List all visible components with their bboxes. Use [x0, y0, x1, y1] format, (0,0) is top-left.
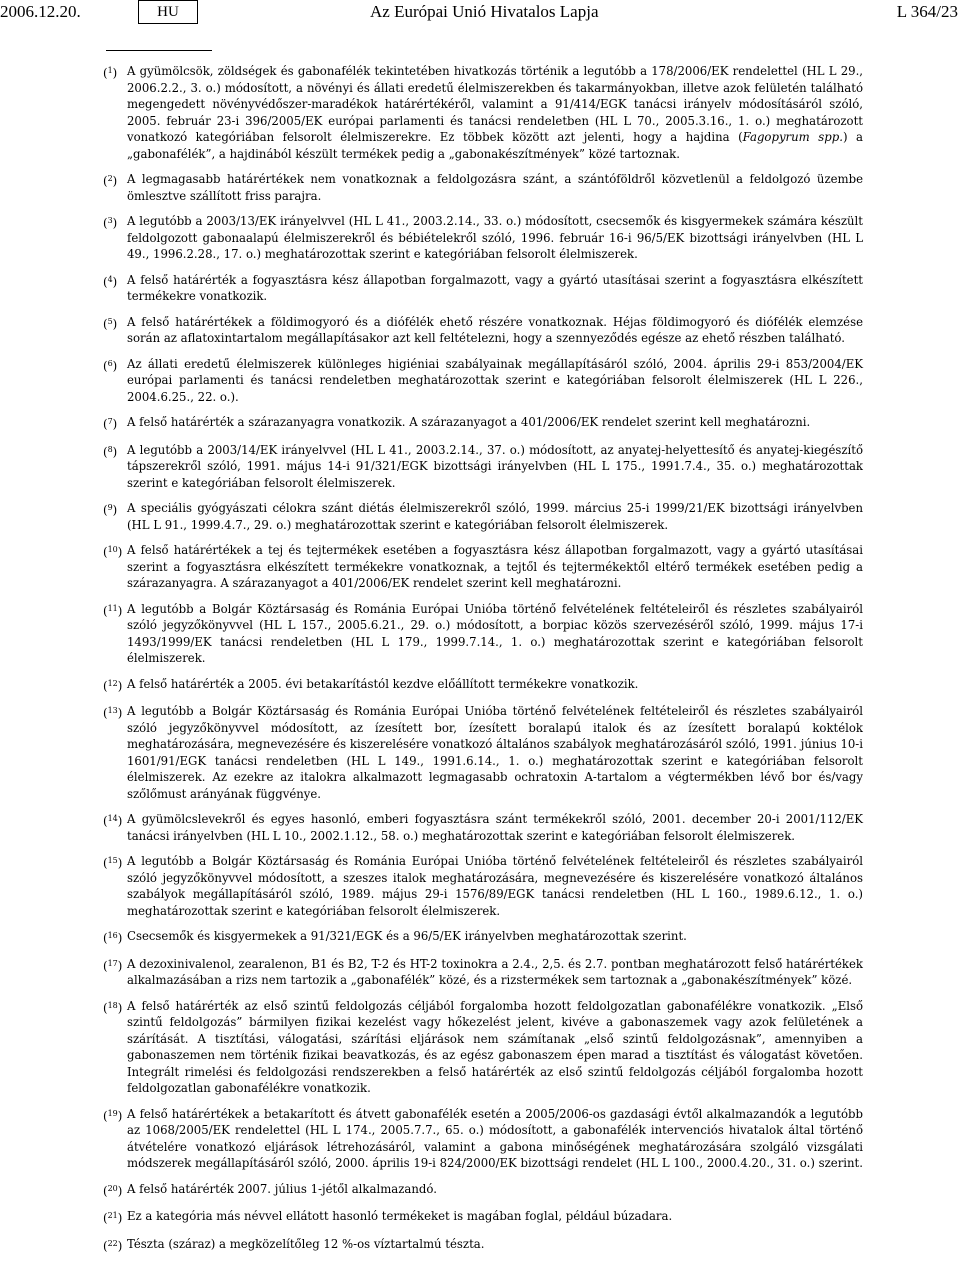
footnote-text [127, 811, 863, 844]
footnote-number-value: 16 [107, 931, 118, 940]
footnote-number: ($^8$) [103, 444, 118, 459]
footnote-number: ($^{16}$) [103, 931, 123, 945]
footnote [103, 356, 863, 406]
footnote-number-value: 2 [107, 174, 113, 183]
footnote-number: ($^9$) [103, 503, 118, 517]
footnote-number: ($^{13}$) [103, 706, 123, 720]
footnote [103, 1106, 863, 1172]
footnote-text [127, 928, 863, 947]
footnote-number: ($^{17}$) [103, 958, 123, 973]
footnote-text [127, 956, 863, 989]
footnote-number: ($^{11}$) [103, 603, 123, 618]
footnote-text [127, 601, 863, 667]
footnote-text [127, 314, 863, 347]
footnote [103, 1236, 863, 1255]
footnote-text [127, 1208, 863, 1227]
publication-date: 2006.12.20. [0, 2, 81, 21]
footnote-number: ($^2$) [103, 174, 118, 188]
footnote-text-part: A speciális gyógyászati célokra szánt diétás élelmiszerekről szóló, 1999. március 25-i 1999/21/EK bizottsági irányelvben (HL L 91., 1999.4.7., 29. o.) meghatározottak szerint e kategóriában felsorolt élelmiszerek. [127, 501, 863, 532]
footnote-text [127, 703, 863, 802]
footnote-text-part: A gyümölcslevekről és egyes hasonló, emberi fogyasztásra szánt termékekről szóló, 2001. december 20-i 2001/112/EK tanácsi irányelvben (HL L 10., 2002.1.12., 58. o.) meghatározottak szerint e kategóriában felsorolt élelmiszerek. [127, 812, 863, 843]
footnote-text [127, 1106, 863, 1172]
page-number: L 364/23 [896, 2, 958, 21]
footnote-number-value: 6 [107, 358, 113, 368]
footnote-number: ($^{14}$) [103, 814, 123, 828]
footnote-number: ($^1$) [103, 66, 118, 80]
footnote [103, 500, 863, 533]
footnote-text-part: A felső határérték a szárazanyagra vonatkozik. A szárazanyagot a 401/2006/EK rendelet szerint kell meghatározni. [127, 415, 811, 429]
footnote [103, 998, 863, 1097]
footnote-number: ($^{19}$) [103, 1108, 123, 1123]
footnote-text [127, 500, 863, 533]
footnote-number-value: 19 [107, 1108, 118, 1118]
footnote-text-part: A felső határérték 2007. július 1-jétől alkalmazandó. [127, 1181, 437, 1196]
footnote-number: ($^5$) [103, 316, 118, 331]
footnote-number: ($^{10}$) [103, 545, 123, 559]
footnote-text-part: A legutóbb a Bolgár Köztársaság és Románia Európai Unióba történő felvételének feltételeiről és részletes szabályairól szóló jegyzőkönyvvel (HL L 157., 2005.6.21., 29. o.) módosított, a borpiac közös szervezéséről szóló, 1999. május 17-i 1493/1999/EK tanácsi rendeletben (HL L 179., 1999.7.14., 1. o.) meghatározottak szerint e kategóriában felsorolt élelmiszerek. [127, 601, 863, 665]
footnote-text [127, 676, 863, 695]
journal-title: Az Európai Unió Hivatalos Lapja [370, 2, 599, 21]
footnote-number-value: 20 [107, 1183, 118, 1193]
footnote [103, 542, 863, 592]
footnote-text-part: A felső határértékek a betakarított és átvett gabonafélék esetén a 2005/2006-os gazdasági évtől alkalmazandók a legutóbb az 1068/2005/EK rendelettel (HL L 174., 2005.7.7., 65. o.) módosított, a gabonafélék intervenciós hivatalok által történő átvételére vonatkozó eljárások létrehozásáról, valamint a gabona minőségének meghatározására szolgáló vizsgálati módszerek megállapításáról szóló, 2000. április 19-i 824/2000/EK bizottsági rendelet (HL L 100., 2000.4.20., 31. o.) szerint. [127, 1106, 863, 1170]
footnote-text-part: A legutóbb a Bolgár Köztársaság és Románia Európai Unióba történő felvételének feltételeiről és részletes szabályairól szóló jegyzőkönyvvel módosított, az ízesített bor, ízesített boralapú italok és az ízesített boralapú koktélok meghatározására, megnevezésére és kiszerelésére vonatkozó általános szabályok meghatározásáról szóló, 1991. június 10-i 1601/91/EGK tanácsi rendeletben (HL L 149., 1991.6.14., 1. o.) meghatározottak szerint e kategóriában felsorolt élelmiszerek. Az ezekre az italokra alkalmazott legmagasabb ochratoxin A-tartalom a végtermékben lévő bor és/vagy szőlőmust arányának függvénye. [127, 704, 863, 801]
footnote-text [127, 1181, 863, 1200]
footnote-text-part: A felső határérték a 2005. évi betakarítástól kezdve előállított termékekre vonatkozik. [127, 676, 639, 691]
footnote-number-value: 22 [107, 1238, 118, 1248]
footnote [103, 314, 863, 347]
footnote [103, 956, 863, 989]
footnote-text [127, 213, 863, 263]
footnote-number-value: 10 [107, 545, 118, 554]
footnote-text [127, 414, 863, 433]
footnote [103, 811, 863, 844]
footnote-text-part: Az állati eredetű élelmiszerek különleges higiéniai szabályainak megállapításáról szóló, 2004. április 29-i 853/2004/EK európai parlamenti és tanácsi rendeletben meghatározottak szerint e kategóriában felsorolt élelmiszerek (HL L 226., 2004.6.25., 22. o.). [127, 356, 863, 404]
footnote-number: ($^{21}$) [103, 1211, 123, 1225]
footnote-text [127, 542, 863, 592]
footnote-number-value: 17 [107, 958, 118, 968]
footnote-text [127, 442, 863, 492]
footnote-number-value: 14 [107, 814, 118, 823]
footnote-number-value: 1 [107, 66, 113, 75]
footnote-text-part: A felső határértékek a tej és tejtermékek esetében a fogyasztásra kész állapotban forgalmazott, vagy a gyártó utasításai szerint a fogyasztásra elkészített termékekre vonatkoznak, a tejtől és tejtermékektől eltérő termékek esetében pedig a szárazanyagra. A szárazanyagot a 401/2006/EK rendelet szerint kell meghatározni. [127, 543, 863, 590]
footnote [103, 601, 863, 667]
footnote-number-value: 3 [107, 216, 113, 225]
footnote [103, 442, 863, 492]
footnote [103, 414, 863, 433]
footnote-number-value: 7 [107, 417, 113, 426]
footnote-number-value: 18 [107, 1000, 118, 1010]
footnote-number: ($^{15}$) [103, 856, 123, 870]
footnote [103, 272, 863, 305]
footnote-text-part: Csecsemők és kisgyermekek a 91/321/EGK és a 96/5/EK irányelvben meghatározottak szerint. [127, 929, 687, 943]
footnote-text [127, 272, 863, 305]
footnote [103, 853, 863, 919]
footnote-number-value: 5 [107, 316, 113, 326]
footnotes-list [103, 63, 863, 1263]
footnote-number: ($^3$) [103, 216, 118, 230]
footnote [103, 703, 863, 802]
footnote [103, 676, 863, 695]
footnote-text-part: Ez a kategória más névvel ellátott hasonló termékeket is magában foglal, például búzadara. [127, 1209, 673, 1223]
footnote-number: ($^4$) [103, 274, 118, 289]
footnote-text [127, 853, 863, 919]
footnote-text [127, 171, 863, 204]
footnote-number-value: 8 [107, 444, 113, 454]
footnote-text-part: A felső határérték a fogyasztásra kész állapotban forgalmazott, vagy a gyártó utasításai szerint a fogyasztásra elkészített termékekre vonatkozik. [127, 272, 863, 303]
footnote-separator [106, 50, 212, 51]
footnote-number: ($^{12}$) [103, 678, 123, 693]
page-header [0, 0, 960, 26]
footnote-text-part: A gyümölcsök, zöldségek és gabonafélék tekintetében hivatkozás történik a legutóbb a 178/2006/EK rendelettel (HL L 29., 2006.2.2., 3. o.) módosított, a növényi és állati eredetű élelmiszerekben és takarmányokban, illetve azok felületén található megengedett növényvédőszer-maradékok határértékéről, valamint a 91/414/EGK tanácsi irányelv módosításáról szóló, 2005. február 23-i 396/2005/EK európai parlamenti és tanácsi rendeletben (HL L 70., 2005.3.16., 1. o.) meghatározott vonatkozó kategóriában felsorolt élelmiszerekre. Ez többek között azt jelenti, hogy a hajdina ( [127, 64, 863, 144]
footnote [103, 171, 863, 204]
footnote-number-value: 13 [107, 706, 118, 715]
footnote-number-value: 9 [107, 503, 113, 512]
footnote-italic-term: Fagopyrum spp. [742, 130, 843, 144]
footnote-number-value: 12 [107, 678, 118, 688]
footnote [103, 213, 863, 263]
footnote-number: ($^6$) [103, 358, 118, 373]
footnote [103, 928, 863, 947]
footnote-text [127, 356, 863, 406]
footnote-number-value: 15 [107, 856, 118, 865]
footnote-text [127, 1236, 863, 1255]
footnote-text-part: A legmagasabb határértékek nem vonatkoznak a feldolgozásra szánt, a szántóföldről közvetlenül a feldolgozó üzembe ömlesztve szállított friss parajra. [127, 172, 863, 203]
footnote-text-part: A felső határérték az első szintű feldolgozás céljából forgalomba hozott feldolgozatlan gabonafélékre vonatkozik. „Első szintű feldolgozás” bármilyen fizikai kezelést vagy hőkezelést jelent, kivéve a gabonaszemek vagy azok felületének a szárítását. A tisztítási, válogatási, szárítási eljárások nem számítanak „első szintű feldolgozásnak”, amennyiben a gabonaszemen nem történik fizikai beavatkozás, és az egész gabonaszem épen marad a tisztítást és válogatást követően. Integrált rimelési és feldolgozási rendszerekben a felső határérték az első szintű feldolgozás céljából forgalomba hozott feldolgozatlan gabonafélékre vonatkozik. [127, 998, 863, 1095]
footnote-text [127, 63, 863, 162]
footnote-text-part: A felső határértékek a földimogyoró és a diófélék ehető részére vonatkoznak. Héjas földimogyoró és diófélék elemzése során az aflatoxintartalom megállapításakor azt kell feltételezni, hogy a szennyeződés egésze az ehető részben található. [127, 314, 863, 345]
footnote-number: ($^{18}$) [103, 1000, 123, 1015]
footnote [103, 1181, 863, 1200]
footnote-text-part: ) a „gabonafélék”, a hajdinából készült termékek pedig a „gabonakészítmények” közé tartoznak. [127, 130, 863, 161]
footnote-number-value: 4 [107, 274, 113, 284]
footnote-number: ($^7$) [103, 417, 118, 431]
footnote [103, 63, 863, 162]
footnote-text-part: A legutóbb a 2003/13/EK irányelvvel (HL L 41., 2003.2.14., 33. o.) módosított, csecsemők és kisgyermekek számára készült feldolgozott gabonaalapú élelmiszerekről és bébiételekről szóló, 1996. február 16-i 96/5/EK bizottsági irányelvben (HL L 49., 1996.2.28., 17. o.) meghatározottak szerint e kategóriában felsorolt élelmiszerek. [127, 214, 863, 261]
footnote [103, 1208, 863, 1227]
footnote-text-part: Tészta (száraz) a megközelítőleg 12 %-os víztartalmú tészta. [127, 1236, 485, 1251]
footnote-text-part: A dezoxinivalenol, zearalenon, B1 és B2, T-2 és HT-2 toxinokra a 2.4., 2,5. és 2.7. pontban meghatározott felső határértékek alkalmazásában a rizs nem tartozik a „gabonafélék” közé, és a rizstermékek sem tartoznak a „gabonakészítmények” közé. [127, 956, 863, 987]
footnote-number: ($^{22}$) [103, 1238, 123, 1253]
footnote-number-value: 21 [107, 1211, 118, 1220]
footnote-text [127, 998, 863, 1097]
footnote-text-part: A legutóbb a Bolgár Köztársaság és Románia Európai Unióba történő felvételének feltételeiről és részletes szabályairól szóló jegyzőkönyvvel módosított, a szeszes italok meghatározására, megnevezésére és kiszerelésére vonatkozó általános szabályok megállapításáról szóló, 1989. május 29-i 1576/89/EGK tanácsi rendeletben (HL L 160., 1989.6.12., 1. o.) meghatározottak szerint e kategóriában felsorolt élelmiszerek. [127, 854, 863, 918]
footnote-number-value: 11 [107, 603, 118, 613]
footnote-text-part: A legutóbb a 2003/14/EK irányelvvel (HL L 41., 2003.2.14., 37. o.) módosított, az anyatej-helyettesítő és anyatej-kiegészítő tápszerekről szóló, 1991. május 14-i 91/321/EGK bizottsági irányelvben (HL L 175., 1991.7.4., 35. o.) meghatározottak szerint e kategóriában felsorolt élelmiszerek. [127, 442, 863, 490]
language-badge: HU [138, 0, 198, 24]
footnote-number: ($^{20}$) [103, 1183, 123, 1198]
